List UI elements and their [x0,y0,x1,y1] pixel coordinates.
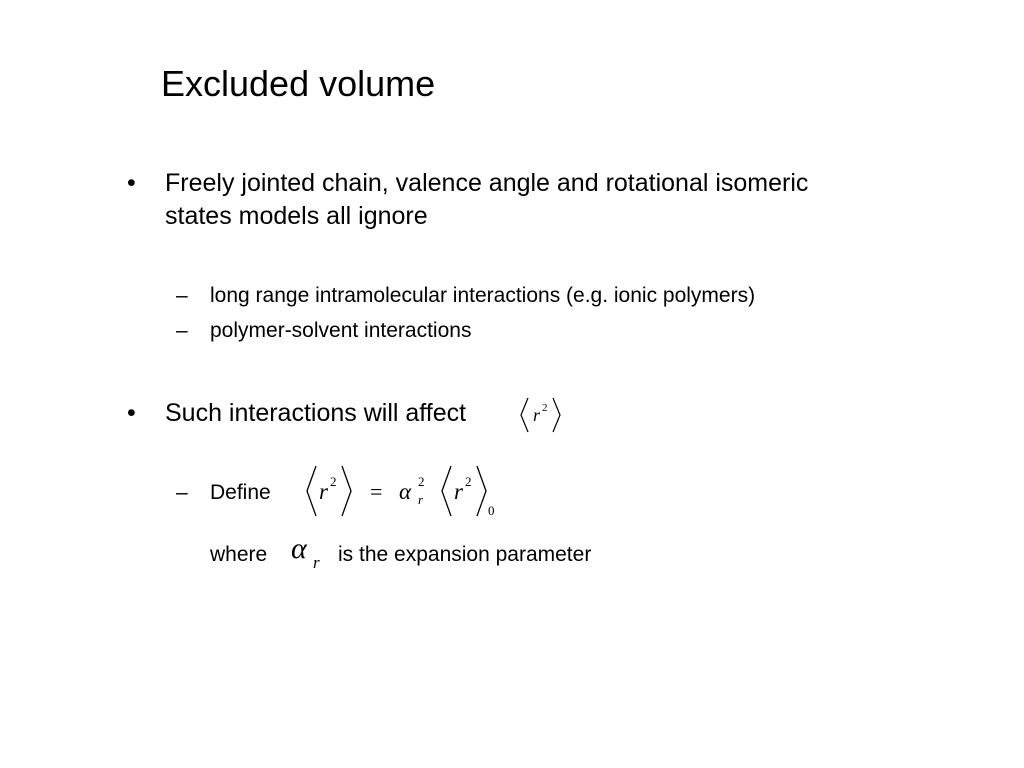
r-subscript: r [313,553,320,570]
dash-marker: – [176,319,188,342]
dash-marker: – [176,481,188,504]
left-angle-bracket [442,466,451,516]
sub-bullet-1-1-text: long range intramolecular interactions (e.g. ionic polymers) [210,284,756,307]
right-angle-bracket [553,398,560,432]
sub-bullet-1-1 [176,283,896,311]
zero-subscript: 0 [488,503,495,518]
dash-marker: – [176,284,188,307]
right-angle-bracket [477,466,486,516]
square-exponent: 2 [465,474,472,489]
bullet-marker: • [127,169,136,197]
square-exponent: 2 [542,402,548,414]
expansion-parameter-text: is the expansion parameter [338,543,592,566]
alpha-symbol: α [399,479,412,504]
bullet-2-text: Such interactions will affect [165,399,467,427]
bullet-1 [127,167,947,237]
bullet-marker: • [127,399,136,427]
right-angle-bracket [342,466,351,516]
alpha-symbol: α [291,532,307,565]
mean-square-r-formula [518,396,566,436]
where-suffix-line [338,542,678,570]
bullet-1-line-2: states models all ignore [165,202,428,230]
where-label: where [210,543,268,566]
equals-sign: = [370,479,383,504]
square-exponent: 2 [330,474,337,489]
r-symbol: r [454,479,463,504]
left-angle-bracket [521,398,528,432]
slide-title: Excluded volume [161,63,436,104]
bullet-1-line-1: Freely jointed chain, valence angle and rotational isomeric [165,169,809,197]
sub-bullet-1-2-text: polymer-solvent interactions [210,319,472,342]
expansion-definition-formula [300,462,510,522]
sub-bullet-2-1 [176,480,296,508]
where-line [176,542,296,570]
r-symbol: r [319,479,328,504]
define-label: Define [210,481,271,504]
bullet-2 [127,397,487,431]
square-exponent: 2 [418,474,425,489]
r-subscript: r [418,492,424,507]
left-angle-bracket [307,466,316,516]
r-symbol: r [533,405,541,425]
alpha-r-symbol [288,530,330,570]
sub-bullet-1-2 [176,318,896,346]
